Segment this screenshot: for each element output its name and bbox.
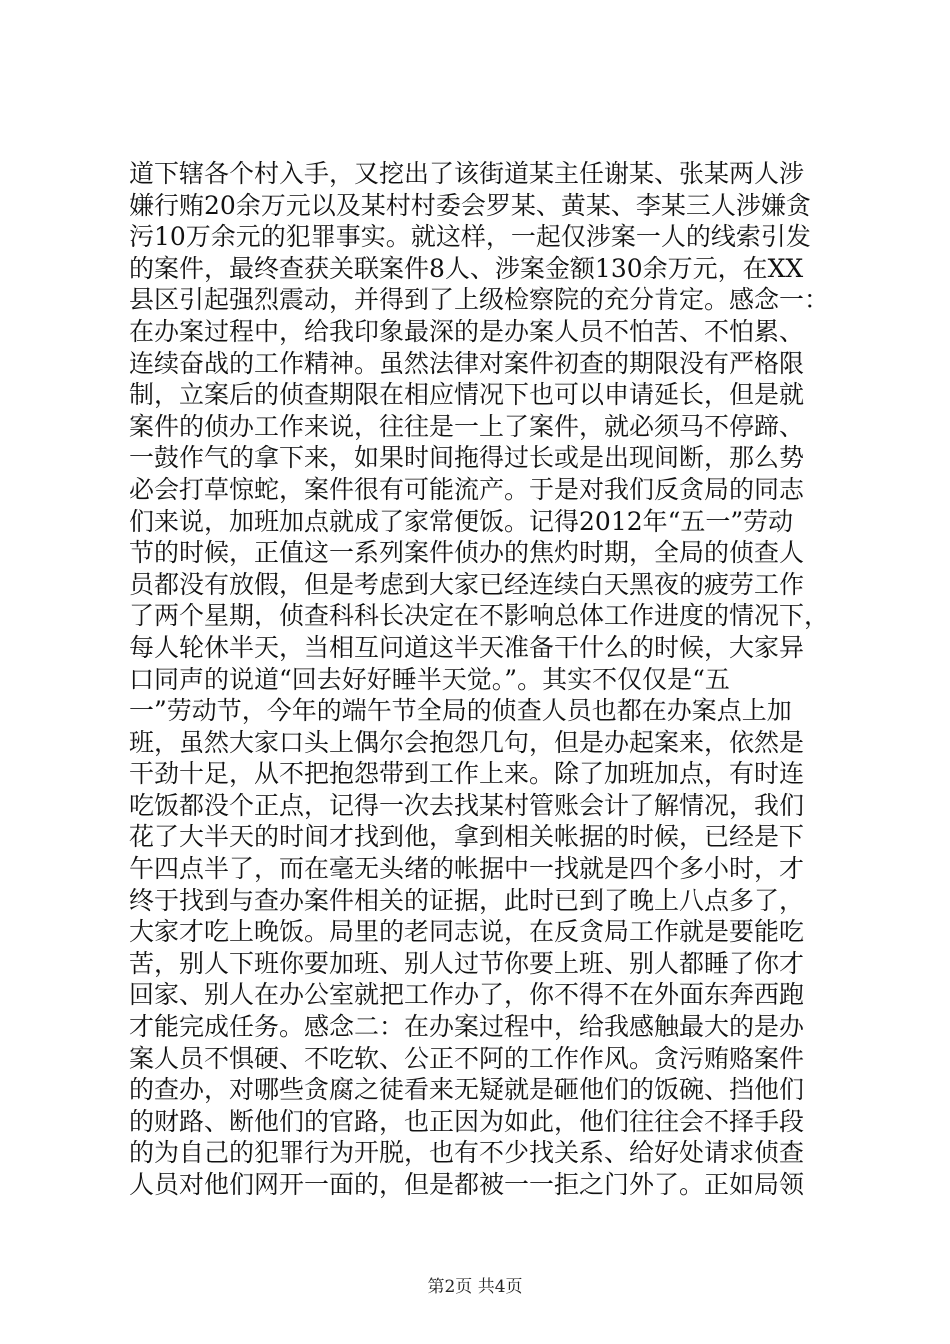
text-line: 的查办，对哪些贪腐之徒看来无疑就是砸他们的饭碗、挡他们 xyxy=(129,1075,805,1105)
text-line: 一鼓作气的拿下来，如果时间拖得过长或是出现间断，那么势 xyxy=(129,443,805,473)
text-line: 案件的侦办工作来说，往往是一上了案件，就必须马不停蹄、 xyxy=(129,411,805,441)
text-line: 污10万余元的犯罪事实。就这样，一起仅涉案一人的线索引发 xyxy=(129,222,811,252)
text-line: 一”劳动节，今年的端午节全局的侦查人员也都在办案点上加 xyxy=(129,696,792,726)
text-line: 午四点半了，而在毫无头绪的帐据中一找就是四个多小时，才 xyxy=(129,854,805,884)
text-line: 花了大半天的时间才找到他，拿到相关帐据的时候，已经是下 xyxy=(129,822,805,852)
text-line: 嫌行贿20余万元以及某村村委会罗某、黄某、李某三人涉嫌贪 xyxy=(129,190,811,220)
text-line: 必会打草惊蛇，案件很有可能流产。于是对我们反贪局的同志 xyxy=(129,474,805,504)
text-line: 吃饭都没个正点，记得一次去找某村管账会计了解情况，我们 xyxy=(129,790,805,820)
text-line: 大家才吃上晚饭。局里的老同志说，在反贪局工作就是要能吃 xyxy=(129,917,805,947)
text-line: 每人轮休半天，当相互问道这半天准备干什么的时候，大家异 xyxy=(129,632,805,662)
text-line: 制，立案后的侦查期限在相应情况下也可以申请延长，但是就 xyxy=(129,380,805,410)
text-line: 才能完成任务。感念二：在办案过程中，给我感触最大的是办 xyxy=(129,1012,805,1042)
text-line: 节的时候，正值这一系列案件侦办的焦灼时期，全局的侦查人 xyxy=(129,538,805,568)
text-line: 在办案过程中，给我印象最深的是办案人员不怕苦、不怕累、 xyxy=(129,316,805,346)
text-line: 人员对他们网开一面的，但是都被一一拒之门外了。正如局领 xyxy=(129,1170,805,1199)
text-line: 的财路、断他们的官路，也正因为如此，他们往往会不择手段 xyxy=(129,1106,805,1136)
text-line: 口同声的说道“回去好好睡半天觉。”。其实不仅仅是“五 xyxy=(129,664,730,694)
text-line: 道下辖各个村入手，又挖出了该街道某主任谢某、张某两人涉 xyxy=(129,159,805,188)
text-line: 连续奋战的工作精神。虽然法律对案件初查的期限没有严格限 xyxy=(129,348,805,378)
page-footer: 第2页 共4页 xyxy=(427,1277,523,1297)
text-line: 终于找到与查办案件相关的证据，此时已到了晚上八点多了， xyxy=(129,885,805,915)
text-line: 县区引起强烈震动，并得到了上级检察院的充分肯定。感念一： xyxy=(129,285,830,315)
text-line: 的案件，最终查获关联案件8人、涉案金额130余万元，在XX xyxy=(129,253,804,283)
text-line: 回家、别人在办公室就把工作办了，你不得不在外面东奔西跑 xyxy=(129,980,805,1010)
text-line: 班，虽然大家口头上偶尔会抱怨几句，但是办起案来，依然是 xyxy=(129,727,805,757)
text-line: 了两个星期，侦查科科长决定在不影响总体工作进度的情况下， xyxy=(129,601,830,631)
text-line: 员都没有放假，但是考虑到大家已经连续白天黑夜的疲劳工作 xyxy=(129,569,805,599)
text-line: 案人员不惧硬、不吃软、公正不阿的工作作风。贪污贿赂案件 xyxy=(129,1043,805,1073)
text-line: 的为自己的犯罪行为开脱，也有不少找关系、给好处请求侦查 xyxy=(129,1138,805,1168)
body-text xyxy=(129,158,829,1201)
text-line: 苦，别人下班你要加班、别人过节你要上班、别人都睡了你才 xyxy=(129,948,805,978)
text-line: 干劲十足，从不把抱怨带到工作上来。除了加班加点，有时连 xyxy=(129,759,805,789)
text-line: 们来说，加班加点就成了家常便饭。记得2012年“五一”劳动 xyxy=(129,506,794,536)
